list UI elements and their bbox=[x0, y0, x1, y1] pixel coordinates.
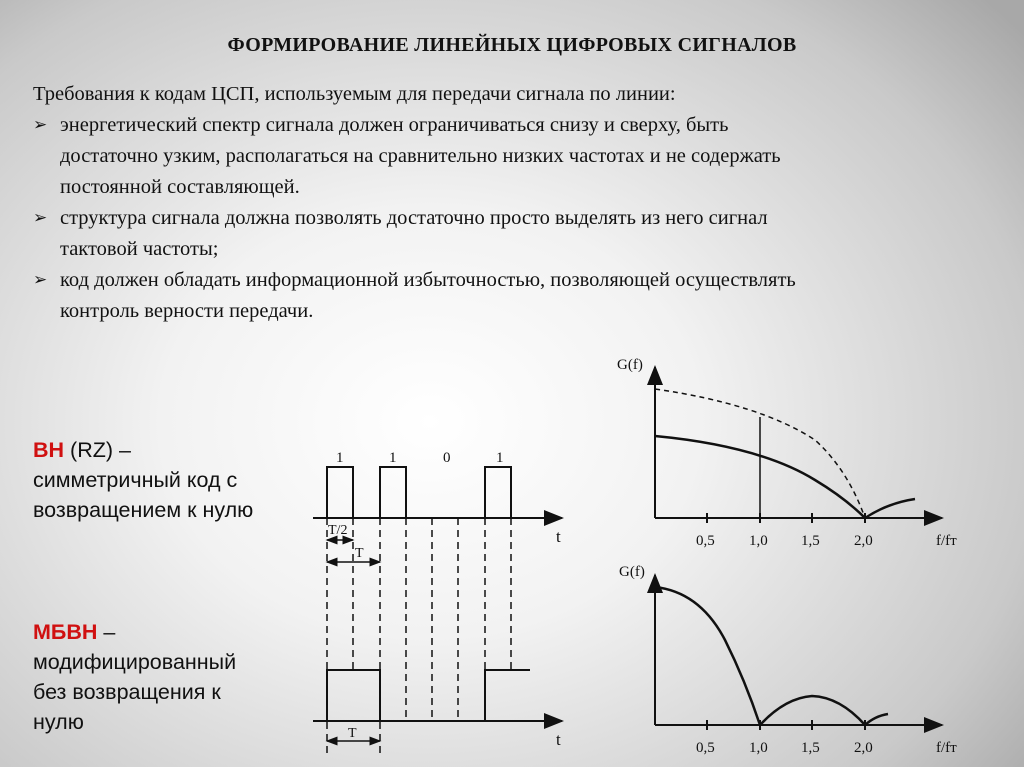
bullet-line: тактовой частоты; bbox=[60, 238, 219, 260]
arrow-bullet-icon: ➢ bbox=[33, 115, 48, 135]
nrz-spectrum-chart bbox=[655, 575, 942, 730]
waveform-labels bbox=[328, 450, 561, 749]
period-label-bottom: T bbox=[348, 726, 357, 741]
nrz-line: без возвращения к bbox=[33, 680, 221, 704]
waveform-diagram bbox=[313, 467, 562, 757]
bit-label: 0 bbox=[443, 450, 451, 466]
bit-label: 1 bbox=[336, 450, 344, 466]
rz-paren: (RZ) – bbox=[64, 438, 131, 462]
time-axis-label: t bbox=[556, 527, 561, 546]
nrz-line: нулю bbox=[33, 710, 84, 734]
bullet-line: постоянной составляющей. bbox=[60, 176, 300, 198]
rz-line: симметричный код с bbox=[33, 468, 238, 492]
half-period-label: T/2 bbox=[328, 523, 348, 538]
rz-line: возвращением к нулю bbox=[33, 498, 254, 522]
nrz-line: модифицированный bbox=[33, 650, 237, 674]
bullet-line: достаточно узким, располагаться на сравнительно низких частотах и не содержать bbox=[60, 145, 781, 167]
bullet-line: код должен обладать информационной избыточностью, позволяющей осуществлять bbox=[60, 269, 796, 291]
tick-label: 1,0 bbox=[749, 533, 768, 549]
arrow-bullet-icon: ➢ bbox=[33, 208, 48, 228]
time-axis-label: t bbox=[556, 730, 561, 749]
nrz-dash: – bbox=[97, 620, 116, 644]
tick-label: 0,5 bbox=[696, 740, 715, 756]
tick-label: 1,5 bbox=[801, 533, 820, 549]
slide-title: ФОРМИРОВАНИЕ ЛИНЕЙНЫХ ЦИФРОВЫХ СИГНАЛОВ bbox=[227, 34, 797, 56]
x-axis-label: f/fт bbox=[936, 533, 957, 549]
nrz-tail bbox=[865, 714, 888, 725]
x-axis-label: f/fт bbox=[936, 740, 957, 756]
intro-text: Требования к кодам ЦСП, используемым для передачи сигнала по линии: bbox=[33, 83, 676, 105]
bullet-line: структура сигнала должна позволять достаточно просто выделять из него сигнал bbox=[60, 207, 768, 229]
bullet-line: энергетический спектр сигнала должен ограничиваться снизу и сверху, быть bbox=[60, 114, 729, 136]
rz-signal bbox=[327, 467, 511, 518]
bit-label: 1 bbox=[389, 450, 397, 466]
rz-spectrum-chart bbox=[655, 367, 942, 523]
bullet-line: контроль верности передачи. bbox=[60, 300, 314, 322]
tick-label: 1,0 bbox=[749, 740, 768, 756]
period-label: T bbox=[355, 546, 364, 561]
tick-label: 2,0 bbox=[854, 533, 873, 549]
rz-spectrum-tail bbox=[865, 499, 915, 518]
nrz-main-lobe bbox=[655, 587, 760, 725]
arrow-bullet-icon: ➢ bbox=[33, 270, 48, 290]
y-axis-label: G(f) bbox=[619, 564, 645, 580]
tick-label: 0,5 bbox=[696, 533, 715, 549]
tick-label: 2,0 bbox=[854, 740, 873, 756]
bit-label: 1 bbox=[496, 450, 504, 466]
rz-spectrum-labels bbox=[617, 357, 957, 549]
nrz-spectrum-labels bbox=[619, 564, 957, 756]
y-axis-label: G(f) bbox=[617, 357, 643, 373]
tick-label: 1,5 bbox=[801, 740, 820, 756]
nrz-signal bbox=[327, 670, 530, 721]
rz-abbr: ВН bbox=[33, 438, 65, 462]
nrz-abbr: МБВН bbox=[33, 620, 98, 644]
